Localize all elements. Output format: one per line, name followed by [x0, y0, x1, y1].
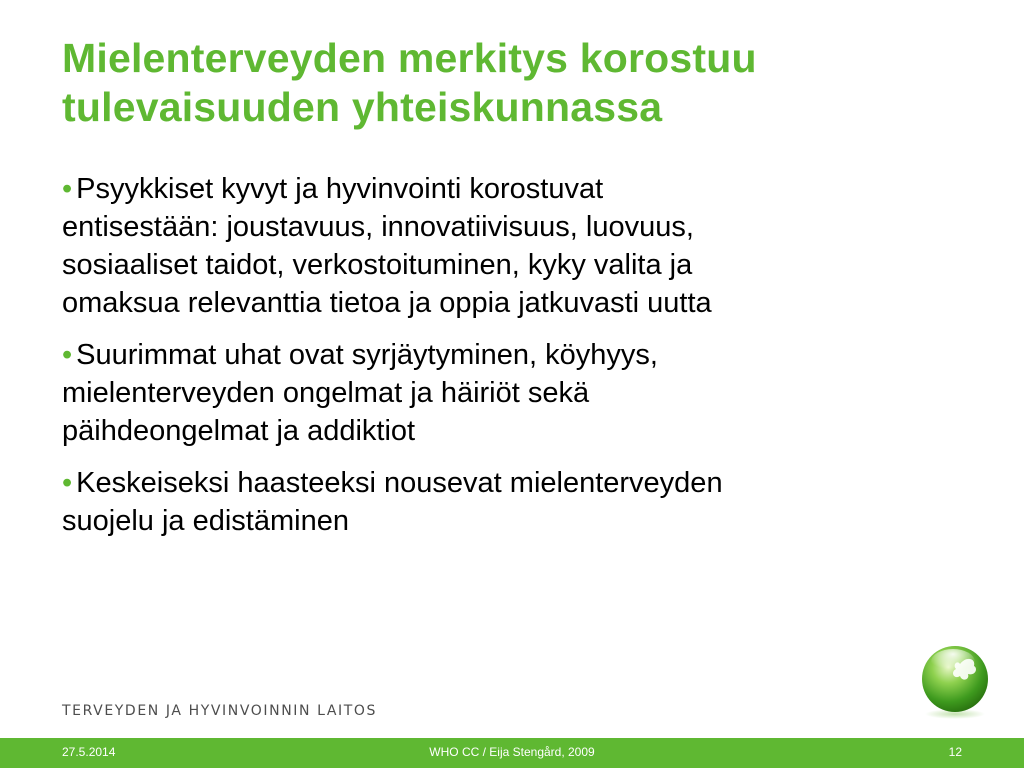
bullet-3-line-1: Keskeiseksi haasteeksi nousevat mielenterveyden — [76, 467, 723, 499]
bullet-item-2 — [62, 336, 962, 450]
page-number: 12 — [948, 745, 962, 759]
bullet-1-line-4: omaksua relevanttia tietoa ja oppia jatkuvasti uutta — [62, 287, 712, 319]
footer-source: WHO CC / Eija Stengård, 2009 — [429, 745, 595, 759]
bullet-marker: • — [62, 339, 73, 371]
footer-date: 27.5.2014 — [62, 745, 116, 759]
slide-title-line-1: Mielenterveyden merkitys korostuu — [62, 35, 757, 81]
bullet-marker: • — [62, 173, 73, 205]
bullet-2-line-1: Suurimmat uhat ovat syrjäytyminen, köyhyys, — [76, 339, 658, 371]
bullet-1-line-3: sosiaaliset taidot, verkostoituminen, kyky valita ja — [62, 249, 693, 281]
organization-name: TERVEYDEN JA HYVINVOINNIN LAITOS — [62, 703, 378, 719]
bullet-3-line-2: suojelu ja edistäminen — [62, 505, 349, 537]
slide-title-line-2: tulevaisuuden yhteiskunnassa — [62, 84, 663, 130]
bullet-1-line-1: Psyykkiset kyvyt ja hyvinvointi korostuvat — [76, 173, 604, 205]
green-globe-icon — [916, 642, 994, 720]
bullet-list — [62, 170, 962, 554]
bullet-2-line-3: päihdeongelmat ja addiktiot — [62, 415, 416, 447]
bullet-item-1 — [62, 170, 962, 322]
bullet-1-line-2: entisestään: joustavuus, innovatiivisuus, luovuus, — [62, 211, 694, 243]
bullet-2-line-2: mielenterveyden ongelmat ja häiriöt sekä — [62, 377, 590, 409]
bullet-marker: • — [62, 467, 73, 499]
bullet-item-3 — [62, 464, 962, 540]
slide-title — [62, 34, 962, 132]
